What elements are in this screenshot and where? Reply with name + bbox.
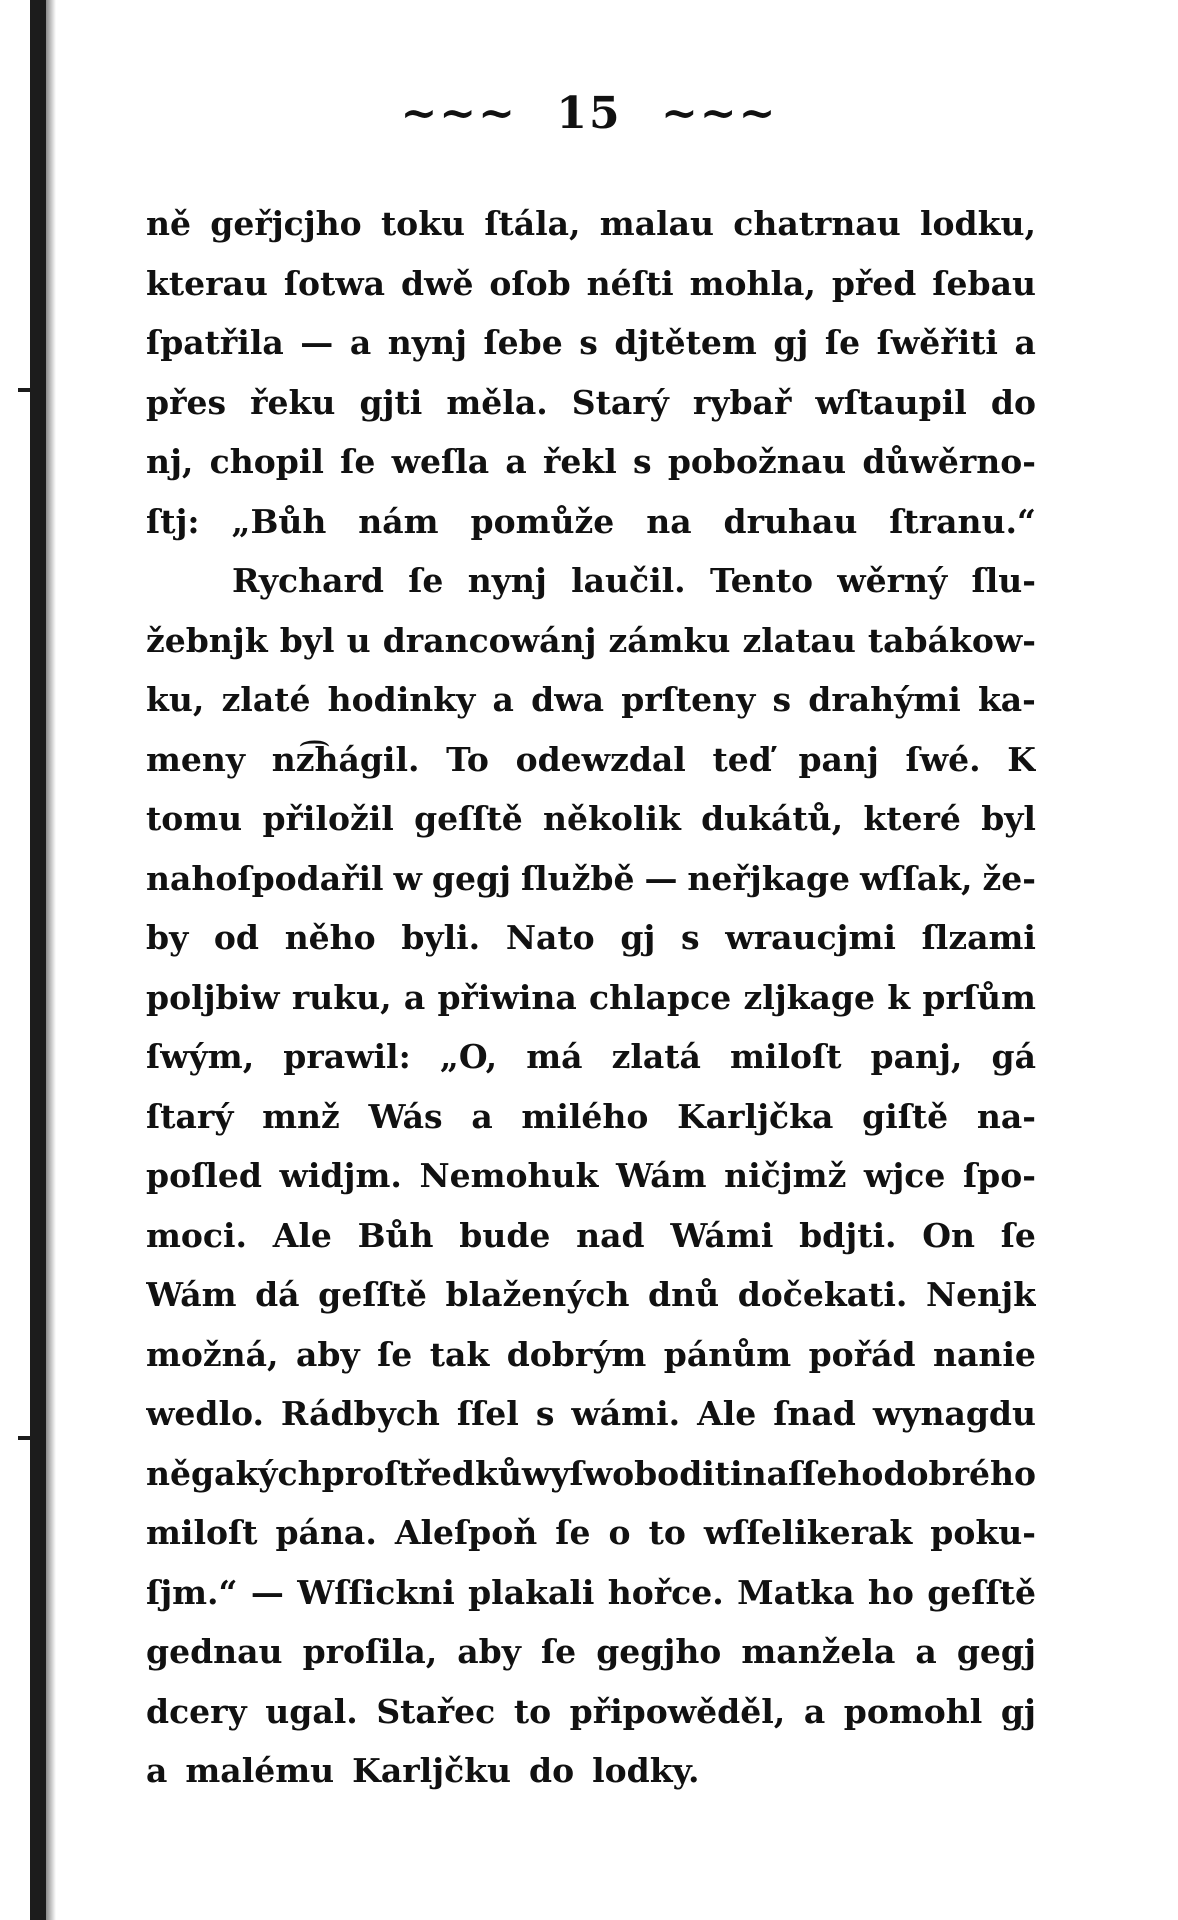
text-word: přiložil [262, 799, 394, 838]
text-line [146, 1087, 1036, 1147]
text-word: měla. [446, 382, 548, 422]
page-gutter-shadow [46, 0, 56, 1920]
text-word: odewzdal [515, 739, 686, 779]
text-word: wjce [863, 1156, 946, 1195]
text-word: wſſak, [860, 858, 973, 898]
text-word: by [146, 918, 189, 957]
text-word: mnž [262, 1096, 340, 1136]
text-word: Tento [709, 561, 813, 600]
text-word: má [526, 1037, 583, 1076]
text-word: aby [457, 1632, 521, 1671]
text-word: a [349, 323, 372, 362]
text-word: s [579, 323, 598, 362]
text-word: plakali [468, 1572, 595, 1612]
text-word: weſla [391, 442, 490, 481]
text-line [146, 194, 1036, 254]
text-word: — [300, 323, 334, 362]
text-line [146, 1622, 1036, 1682]
text-word: druhau [723, 501, 858, 541]
body-text [146, 194, 1036, 1801]
text-word: rybař [692, 382, 792, 422]
text-word: drahými [808, 680, 961, 719]
text-word: tabákow- [867, 620, 1036, 660]
text-word: proſtředků [321, 1453, 522, 1493]
text-word: přes [146, 382, 227, 422]
text-word: a [471, 1096, 493, 1136]
text-word: On [922, 1215, 975, 1255]
text-word: ſe [555, 1513, 591, 1552]
text-word: wěrný [837, 561, 948, 600]
text-word: přiwina [437, 977, 577, 1017]
text-line [146, 1146, 1036, 1206]
text-line [146, 254, 1036, 314]
text-word: zlatau [742, 620, 856, 660]
text-word: gednau [146, 1632, 283, 1671]
text-word: Ale [272, 1215, 332, 1255]
text-word: teď [712, 739, 772, 779]
text-word: ugal. [265, 1691, 358, 1731]
text-word: toku [380, 204, 466, 243]
text-word: před [831, 263, 917, 303]
text-word: gegjho [596, 1632, 722, 1671]
text-word: pomůže [470, 501, 615, 541]
text-word: pořád [808, 1334, 916, 1374]
text-word: ſe [408, 561, 444, 600]
text-word: poljbiw [146, 977, 280, 1017]
gutter-mark [18, 1436, 44, 1440]
text-word: gj [1000, 1691, 1036, 1731]
text-word: ſlzami [921, 918, 1036, 957]
header-ornament-right: ~~~ [660, 88, 778, 139]
text-word: oſob [489, 263, 571, 303]
text-word: prſteny [621, 680, 756, 719]
text-word: néſti [586, 263, 674, 303]
text-word: wſſelikerak [703, 1513, 913, 1552]
text-line [146, 789, 1036, 849]
text-word: Nenjk [925, 1275, 1036, 1314]
text-word: nz͡hágil. [271, 739, 420, 779]
text-line [146, 373, 1036, 433]
text-word: zlatá [611, 1037, 701, 1076]
text-word: které [863, 799, 961, 838]
text-word: hodinky [327, 680, 476, 719]
text-word: geſſtě [927, 1572, 1036, 1612]
text-word: chopil [209, 442, 324, 481]
text-word: manžela [741, 1632, 896, 1671]
text-line [146, 313, 1036, 373]
text-word: wámi. [571, 1394, 681, 1433]
text-word: ho [867, 1572, 914, 1612]
text-word: pána. [275, 1513, 377, 1552]
text-word: panj [798, 739, 879, 779]
text-word: s [772, 680, 792, 719]
text-word: to [648, 1513, 686, 1552]
text-line [146, 1325, 1036, 1385]
text-word: důwěrno- [862, 442, 1036, 481]
page-header [0, 88, 1178, 139]
text-word: naſſeho [742, 1453, 884, 1493]
text-word: nynj [387, 323, 467, 362]
text-word: dobrým [506, 1334, 647, 1374]
text-word: ſtj: [146, 501, 200, 541]
text-word: djtětem [614, 323, 757, 362]
text-word: s [633, 442, 652, 481]
page-gutter-edge [30, 0, 46, 1920]
text-word: dobrého [883, 1453, 1036, 1493]
text-word: a [403, 977, 426, 1017]
text-word: Aleſpoň [394, 1513, 538, 1552]
text-word: prſům [922, 977, 1036, 1017]
text-word: ně [146, 204, 191, 243]
text-word: nj, [146, 442, 194, 481]
text-word: bdjti. [799, 1215, 897, 1255]
text-word: ſpo- [962, 1156, 1036, 1195]
text-word: na- [976, 1096, 1036, 1136]
text-word: to [513, 1691, 552, 1731]
text-word: dwě [401, 263, 474, 303]
text-word: wraucjmi [725, 918, 896, 957]
text-line [146, 492, 1036, 552]
text-word: widjm. [279, 1156, 402, 1195]
text-word: mohla, [689, 263, 816, 303]
text-word: nynj [467, 561, 547, 600]
text-line [146, 1682, 1036, 1742]
text-word: To [446, 739, 489, 779]
text-line [146, 1206, 1036, 1266]
text-word: Wám [616, 1156, 707, 1195]
text-word: u [346, 620, 371, 660]
text-word: ſwé. [905, 739, 981, 779]
page-number: 15 [556, 88, 622, 139]
text-word: „O, [439, 1037, 498, 1076]
text-word: ſe [540, 1632, 577, 1671]
text-word: — [644, 858, 678, 898]
text-word: panj, [870, 1037, 963, 1076]
text-word: aby [296, 1334, 360, 1374]
text-word: ničjmž [724, 1156, 847, 1195]
text-word: od [213, 918, 260, 957]
text-word: ſotwa [283, 263, 386, 303]
text-word: pobožnau [667, 442, 847, 481]
text-word: k [887, 977, 911, 1017]
text-word: giſtě [862, 1096, 949, 1136]
text-word: moci. [146, 1215, 248, 1255]
text-word: dwa [531, 680, 604, 719]
text-word: ſlužbě [520, 858, 635, 898]
text-word: nanie [933, 1334, 1036, 1374]
text-word: milého [521, 1096, 649, 1136]
text-word: Rádbych [280, 1394, 440, 1433]
text-word: ſtarý [146, 1096, 234, 1136]
text-word: gjti [359, 382, 423, 422]
text-line [146, 968, 1036, 1028]
text-word: pánům [663, 1334, 792, 1374]
text-word: Nemohuk [419, 1156, 599, 1195]
text-word: wyſwoboditi [521, 1453, 743, 1493]
text-word: a [505, 442, 527, 481]
text-word: Karljčka [677, 1096, 834, 1136]
text-word: geſſtě [318, 1275, 427, 1314]
text-word: a [492, 680, 514, 719]
text-word: nahoſpodařil [146, 858, 384, 898]
text-word: Karljčku [352, 1751, 512, 1790]
text-line [146, 1027, 1036, 1087]
text-word: geřjcjho [210, 204, 362, 243]
text-word: malému [185, 1751, 335, 1790]
text-word: o [608, 1513, 631, 1552]
text-word: řekl [542, 442, 617, 481]
text-word: miloſt [730, 1037, 842, 1076]
text-word: Matka [737, 1572, 855, 1612]
text-word: pomohl [843, 1691, 983, 1731]
text-word: že- [982, 858, 1036, 898]
text-word: ſlu- [971, 561, 1036, 600]
text-word: dnů [648, 1275, 720, 1314]
text-word: ſe [824, 323, 861, 362]
text-word: poſled [146, 1156, 262, 1195]
text-word: chlapce [589, 977, 732, 1017]
text-word: lodku, [919, 204, 1036, 243]
text-word: prawil: [283, 1037, 411, 1076]
text-word: ſe [1000, 1215, 1036, 1255]
text-line [146, 1444, 1036, 1504]
text-word: ſſel [456, 1394, 519, 1433]
text-word: ſnad [773, 1394, 856, 1433]
text-word: wedlo. [146, 1394, 264, 1433]
text-word: Starý [571, 382, 669, 422]
text-word: blažených [445, 1275, 630, 1314]
text-word: ſjm.“ [146, 1572, 238, 1612]
text-word: malau [599, 204, 715, 243]
text-word: zljkage [743, 977, 876, 1017]
text-word: možná, [146, 1334, 279, 1374]
text-word: ſwěřiti [876, 323, 998, 362]
text-word: do [990, 382, 1036, 422]
text-word: a [146, 1751, 168, 1790]
text-word: ſpatřila [146, 323, 284, 362]
text-word: Wſſickni [297, 1572, 455, 1612]
text-word: K [1007, 739, 1036, 779]
text-word: na [646, 501, 692, 541]
text-line [146, 1503, 1036, 1563]
text-word: dcery [146, 1691, 247, 1731]
text-word: gegj [956, 1632, 1036, 1671]
text-word: w [393, 858, 422, 898]
text-word: ſwým, [146, 1037, 255, 1076]
text-word: byl [279, 620, 335, 660]
text-word: gj [620, 918, 656, 957]
text-word: ſe [340, 442, 376, 481]
text-word: tomu [146, 799, 243, 838]
text-line [146, 849, 1036, 909]
text-word: dá [255, 1275, 300, 1314]
text-line [146, 551, 1036, 611]
text-word: miloſt [146, 1513, 258, 1552]
text-word: nám [358, 501, 439, 541]
text-word: byl [981, 799, 1036, 838]
text-line [146, 908, 1036, 968]
text-word: něgakých [146, 1453, 322, 1493]
text-word: ſebau [932, 263, 1036, 303]
text-word: žebnjk [146, 620, 268, 660]
text-word: byli. [401, 918, 481, 957]
text-line [146, 611, 1036, 671]
text-word: hořce. [607, 1572, 724, 1612]
text-word: dočekati. [737, 1275, 908, 1314]
text-line [146, 670, 1036, 730]
gutter-mark [18, 388, 44, 392]
text-word: dukátů, [701, 799, 844, 838]
text-line [146, 432, 1036, 492]
text-word: ſtála, [484, 204, 581, 243]
text-word: a [915, 1632, 937, 1671]
text-word: Nato [505, 918, 595, 957]
text-word: lodky. [592, 1751, 700, 1790]
text-word: chatrnau [733, 204, 901, 243]
text-word: poku- [930, 1513, 1036, 1552]
text-word: s [535, 1394, 555, 1433]
text-word: bude [459, 1215, 551, 1255]
text-word: — [250, 1572, 284, 1612]
text-word: řeku [250, 382, 336, 422]
text-word: ſe [377, 1334, 413, 1374]
text-word: Stařec [376, 1691, 496, 1731]
text-word: kterau [146, 263, 268, 303]
text-word: drancowánj [382, 620, 597, 660]
text-word: neřjkage [687, 858, 851, 898]
text-word: Wám [146, 1275, 237, 1314]
text-word: gá [991, 1037, 1036, 1076]
text-word: Rychard [232, 561, 384, 600]
text-word: a [803, 1691, 826, 1731]
text-word: wynagdu [872, 1394, 1036, 1433]
text-word: něho [284, 918, 376, 957]
text-word: ku, [146, 680, 205, 719]
text-word: Wámi [670, 1215, 774, 1255]
text-word: do [529, 1751, 575, 1790]
text-word: meny [146, 739, 246, 779]
text-word: Bůh [357, 1215, 434, 1255]
text-word: ruku, [291, 977, 392, 1017]
text-word: tak [429, 1334, 490, 1374]
text-word: ſtranu.“ [889, 501, 1036, 541]
text-word: laučil. [571, 561, 686, 600]
text-word: a [1014, 323, 1036, 362]
text-word: proſila, [302, 1632, 438, 1671]
text-word: Wás [368, 1096, 443, 1136]
text-word: zámku [608, 620, 731, 660]
text-line [146, 1265, 1036, 1325]
text-line [146, 730, 1036, 790]
text-line [146, 1741, 1036, 1801]
text-word: geſſtě [414, 799, 523, 838]
text-word: zlaté [221, 680, 311, 719]
text-word: Ale [697, 1394, 757, 1433]
text-word: nad [576, 1215, 645, 1255]
text-word: gegj [431, 858, 511, 898]
text-word: wſtaupil [815, 382, 967, 422]
text-word: několik [543, 799, 681, 838]
text-word: gj [773, 323, 809, 362]
text-line [146, 1563, 1036, 1623]
header-ornament-left: ~~~ [400, 88, 518, 139]
text-word: připowěděl, [569, 1691, 786, 1731]
text-word: „Bůh [231, 501, 327, 541]
text-word: ſebe [483, 323, 563, 362]
text-line [146, 1384, 1036, 1444]
text-word: ka- [977, 680, 1036, 719]
text-word: s [681, 918, 700, 957]
